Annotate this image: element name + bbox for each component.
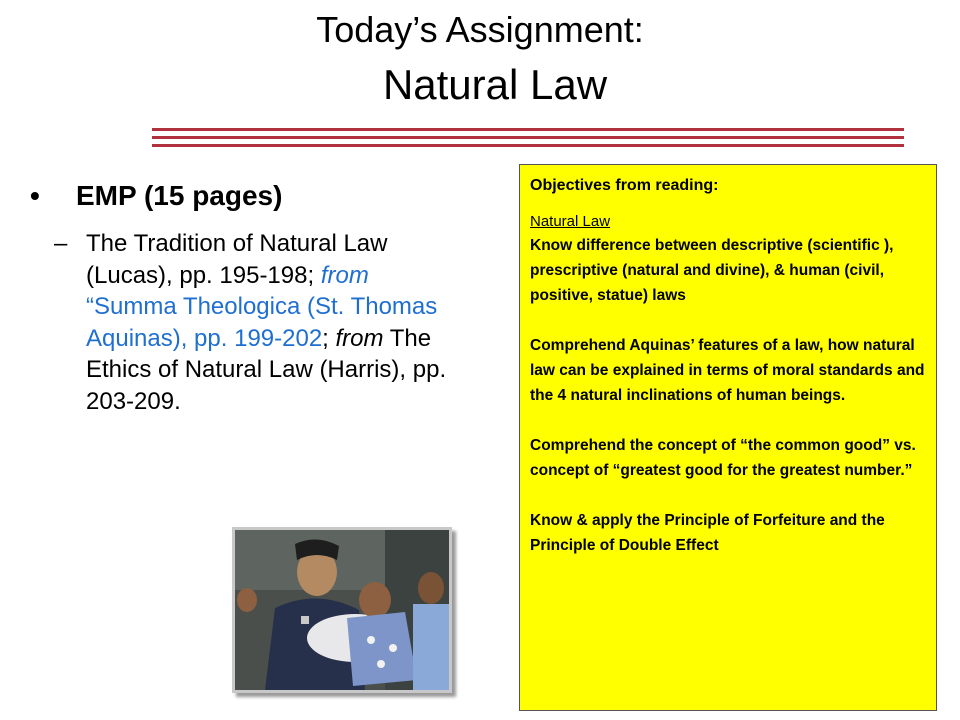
reading-list-text xyxy=(86,228,466,417)
objective-item: Know difference between descriptive (scientific ), prescriptive (natural and divine), & human (civil, positive, statue) laws xyxy=(530,237,894,304)
objective-item: Know & apply the Principle of Forfeiture and the Principle of Double Effect xyxy=(530,512,885,554)
reading-part: The Tradition of Natural Law (Lucas), pp. 195-198; xyxy=(86,230,388,289)
divider-line xyxy=(152,144,904,147)
assignment-photo xyxy=(232,527,452,693)
objectives-box xyxy=(519,164,937,711)
objective-item: Comprehend the concept of “the common good” vs. concept of “greatest good for the greatest number.” xyxy=(530,437,916,479)
objective-item: Comprehend Aquinas’ features of a law, how natural law can be explained in terms of moral standards and the 4 natural inclinations of human beings. xyxy=(530,337,925,404)
bullet-icon: • xyxy=(30,180,40,211)
slide-title: Today’s Assignment: xyxy=(316,9,644,50)
reading-part: ; xyxy=(322,324,336,352)
objectives-subheading: Natural Law xyxy=(530,213,611,230)
divider-line xyxy=(152,136,904,139)
assignment-bullet xyxy=(30,178,500,214)
reading-part: The Ethics of Natural Law (Harris), pp. 203-209. xyxy=(86,324,447,415)
divider-line xyxy=(152,128,904,131)
reading-part-italic: from xyxy=(320,261,369,289)
objectives-heading: Objectives from reading: xyxy=(530,177,719,194)
slide-title-topic: Natural Law xyxy=(382,61,608,108)
reading-part-italic: from xyxy=(335,324,384,352)
photo-icon xyxy=(235,530,449,690)
assignment-subitem xyxy=(54,228,500,417)
assignment-list xyxy=(30,178,500,417)
dash-icon: – xyxy=(54,230,68,257)
assignment-heading: EMP (15 pages) xyxy=(76,180,283,211)
reading-part-link: “Summa Theologica (St. Thomas Aquinas), pp. 199-202 xyxy=(86,293,438,352)
